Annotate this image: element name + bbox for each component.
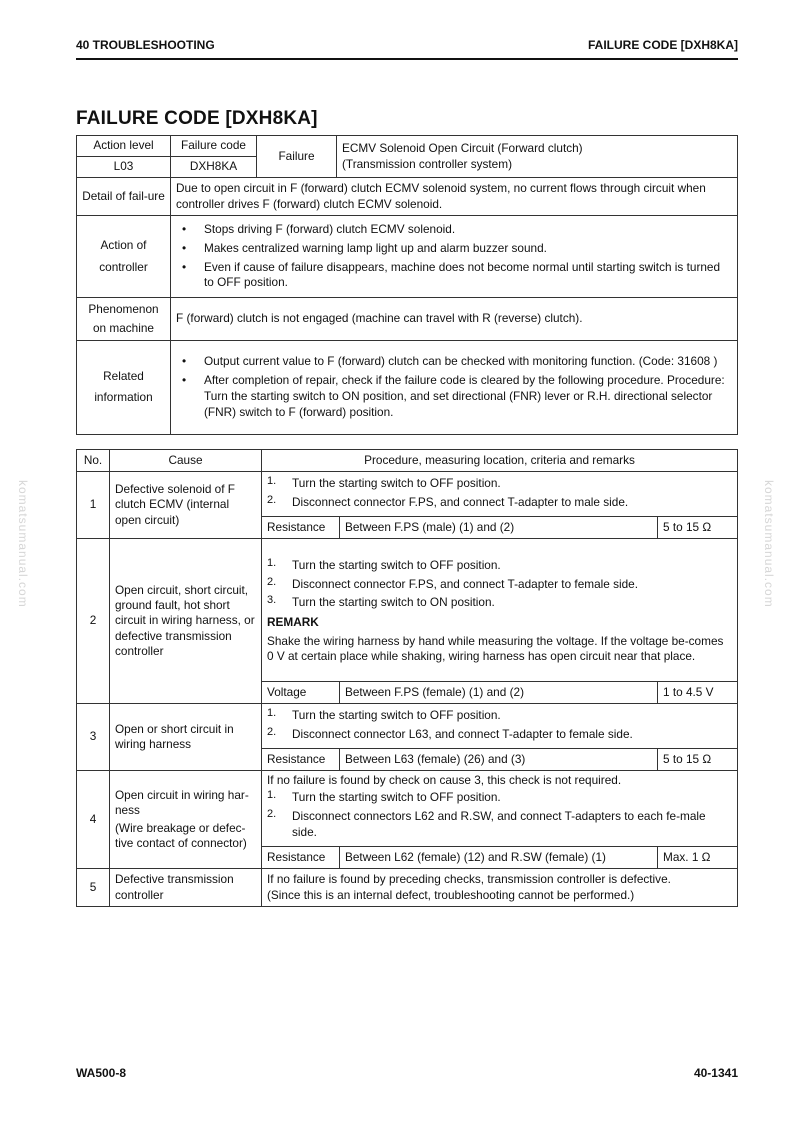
- measure-between: Between F.PS (female) (1) and (2): [340, 682, 658, 704]
- watermark-left: komatsumanual.com: [16, 480, 30, 608]
- procedure-steps: [262, 704, 738, 749]
- cause-text: Open circuit, short circuit, ground fault, hot short circuit in wiring harness, or defective transmission controller: [110, 539, 262, 704]
- cause-text: Defective transmission controller: [110, 869, 262, 907]
- measure-between: Between F.PS (male) (1) and (2): [340, 517, 658, 539]
- footer-page-number: 40-1341: [693, 1066, 738, 1080]
- row-number: 2: [77, 539, 110, 704]
- footer-model: WA500-8: [76, 1066, 127, 1080]
- failure-label: Failure: [257, 136, 337, 178]
- procedure-intro: If no failure is found by check on cause 3, this check is not required.: [267, 773, 622, 787]
- step: 3. Turn the starting switch to ON position.: [267, 594, 495, 610]
- watermark-right: komatsumanual.com: [762, 480, 776, 608]
- action-label: Action of controller: [77, 216, 171, 298]
- measure-kind: Resistance: [262, 517, 340, 539]
- action-list: [176, 222, 732, 292]
- related-item: • After completion of repair, check if the failure code is cleared by the following procedure. Procedure: Turn the starting switch to ON position, and set directional (FNR) lever or R.H. directional selector (FNR) switch to F (forward) position.: [182, 372, 725, 419]
- measure-value: Max. 1 Ω: [658, 847, 738, 869]
- failure-summary-table: [76, 135, 738, 435]
- step: 1. Turn the starting switch to OFF position.: [267, 707, 501, 723]
- row-number: 5: [77, 869, 110, 907]
- procedure-text: If no failure is found by preceding checks, transmission controller is defective. (Since this is an internal defect, troubleshooting cannot be performed.): [262, 869, 738, 907]
- cause-text: Open circuit in wiring har-ness (Wire breakage or defec-tive contact of connector): [110, 771, 262, 869]
- phenomenon-label: Phenomenon on machine: [77, 298, 171, 341]
- measure-kind: Resistance: [262, 749, 340, 771]
- measure-kind: Voltage: [262, 682, 340, 704]
- remark-text: Shake the wiring harness by hand while measuring the voltage. If the voltage be-comes 0 V at certain place while shaking, wiring harness has open circuit near that place.: [267, 633, 724, 664]
- measure-value: 5 to 15 Ω: [658, 749, 738, 771]
- measure-kind: Resistance: [262, 847, 340, 869]
- cause-text: Defective solenoid of F clutch ECMV (internal open circuit): [110, 472, 262, 539]
- measure-value: 1 to 4.5 V: [658, 682, 738, 704]
- step: 1. Turn the starting switch to OFF position.: [267, 475, 501, 491]
- failure-line-1: ECMV Solenoid Open Circuit (Forward clutch): [342, 141, 583, 156]
- step: 1. Turn the starting switch to OFF position.: [267, 789, 501, 805]
- cause-table: [76, 449, 738, 907]
- header-section: 40 TROUBLESHOOTING: [76, 38, 215, 52]
- detail-label: Detail of fail-ure: [77, 178, 171, 216]
- step: 1. Turn the starting switch to OFF position.: [267, 556, 501, 572]
- related-list-cell: [171, 340, 738, 434]
- procedure-steps: [262, 771, 738, 847]
- failure-code-label: Failure code: [171, 136, 257, 157]
- step: 2. Disconnect connector F.PS, and connect T-adapter to female side.: [267, 575, 639, 591]
- step: 2. Disconnect connectors L62 and R.SW, and connect T-adapters to each fe-male side.: [267, 808, 706, 840]
- action-item: • Stops driving F (forward) clutch ECMV solenoid.: [182, 221, 456, 236]
- action-level-value: L03: [77, 157, 171, 178]
- action-item: • Makes centralized warning lamp light up and alarm buzzer sound.: [182, 240, 547, 255]
- col-procedure-header: Procedure, measuring location, criteria and remarks: [262, 450, 738, 472]
- action-level-label: Action level: [77, 136, 171, 157]
- related-item: • Output current value to F (forward) clutch can be checked with monitoring function. (Code: 31608 ): [182, 353, 718, 368]
- step: 2. Disconnect connector F.PS, and connect T-adapter to male side.: [267, 494, 629, 509]
- failure-line-2: (Transmission controller system): [342, 156, 512, 171]
- procedure-steps: [262, 472, 738, 517]
- procedure-steps: [262, 539, 738, 682]
- measure-value: 5 to 15 Ω: [658, 517, 738, 539]
- detail-text: Due to open circuit in F (forward) clutch ECMV solenoid system, no current flows through circuit when controller drives F (forward) clutch ECMV solenoid.: [171, 178, 738, 216]
- measure-between: Between L62 (female) (12) and R.SW (female) (1): [340, 847, 658, 869]
- measure-between: Between L63 (female) (26) and (3): [340, 749, 658, 771]
- failure-description: [337, 136, 738, 178]
- failure-code-value: DXH8KA: [171, 157, 257, 178]
- related-label: Related information: [77, 340, 171, 434]
- step: 2. Disconnect connector L63, and connect T-adapter to female side.: [267, 726, 633, 741]
- row-number: 4: [77, 771, 110, 869]
- row-number: 1: [77, 472, 110, 539]
- page-header: [76, 38, 738, 60]
- cause-text: Open or short circuit in wiring harness: [110, 704, 262, 771]
- row-number: 3: [77, 704, 110, 771]
- col-cause-header: Cause: [110, 450, 262, 472]
- phenomenon-text: F (forward) clutch is not engaged (machine can travel with R (reverse) clutch).: [171, 298, 738, 341]
- remark-title: REMARK: [267, 615, 319, 630]
- action-list-cell: [171, 216, 738, 298]
- col-no-header: No.: [77, 450, 110, 472]
- header-code: FAILURE CODE [DXH8KA]: [587, 38, 738, 52]
- page-title: FAILURE CODE [DXH8KA]: [76, 108, 318, 129]
- action-item: • Even if cause of failure disappears, machine does not become normal until starting switch is turned to OFF position.: [182, 259, 721, 290]
- related-list: [176, 354, 732, 421]
